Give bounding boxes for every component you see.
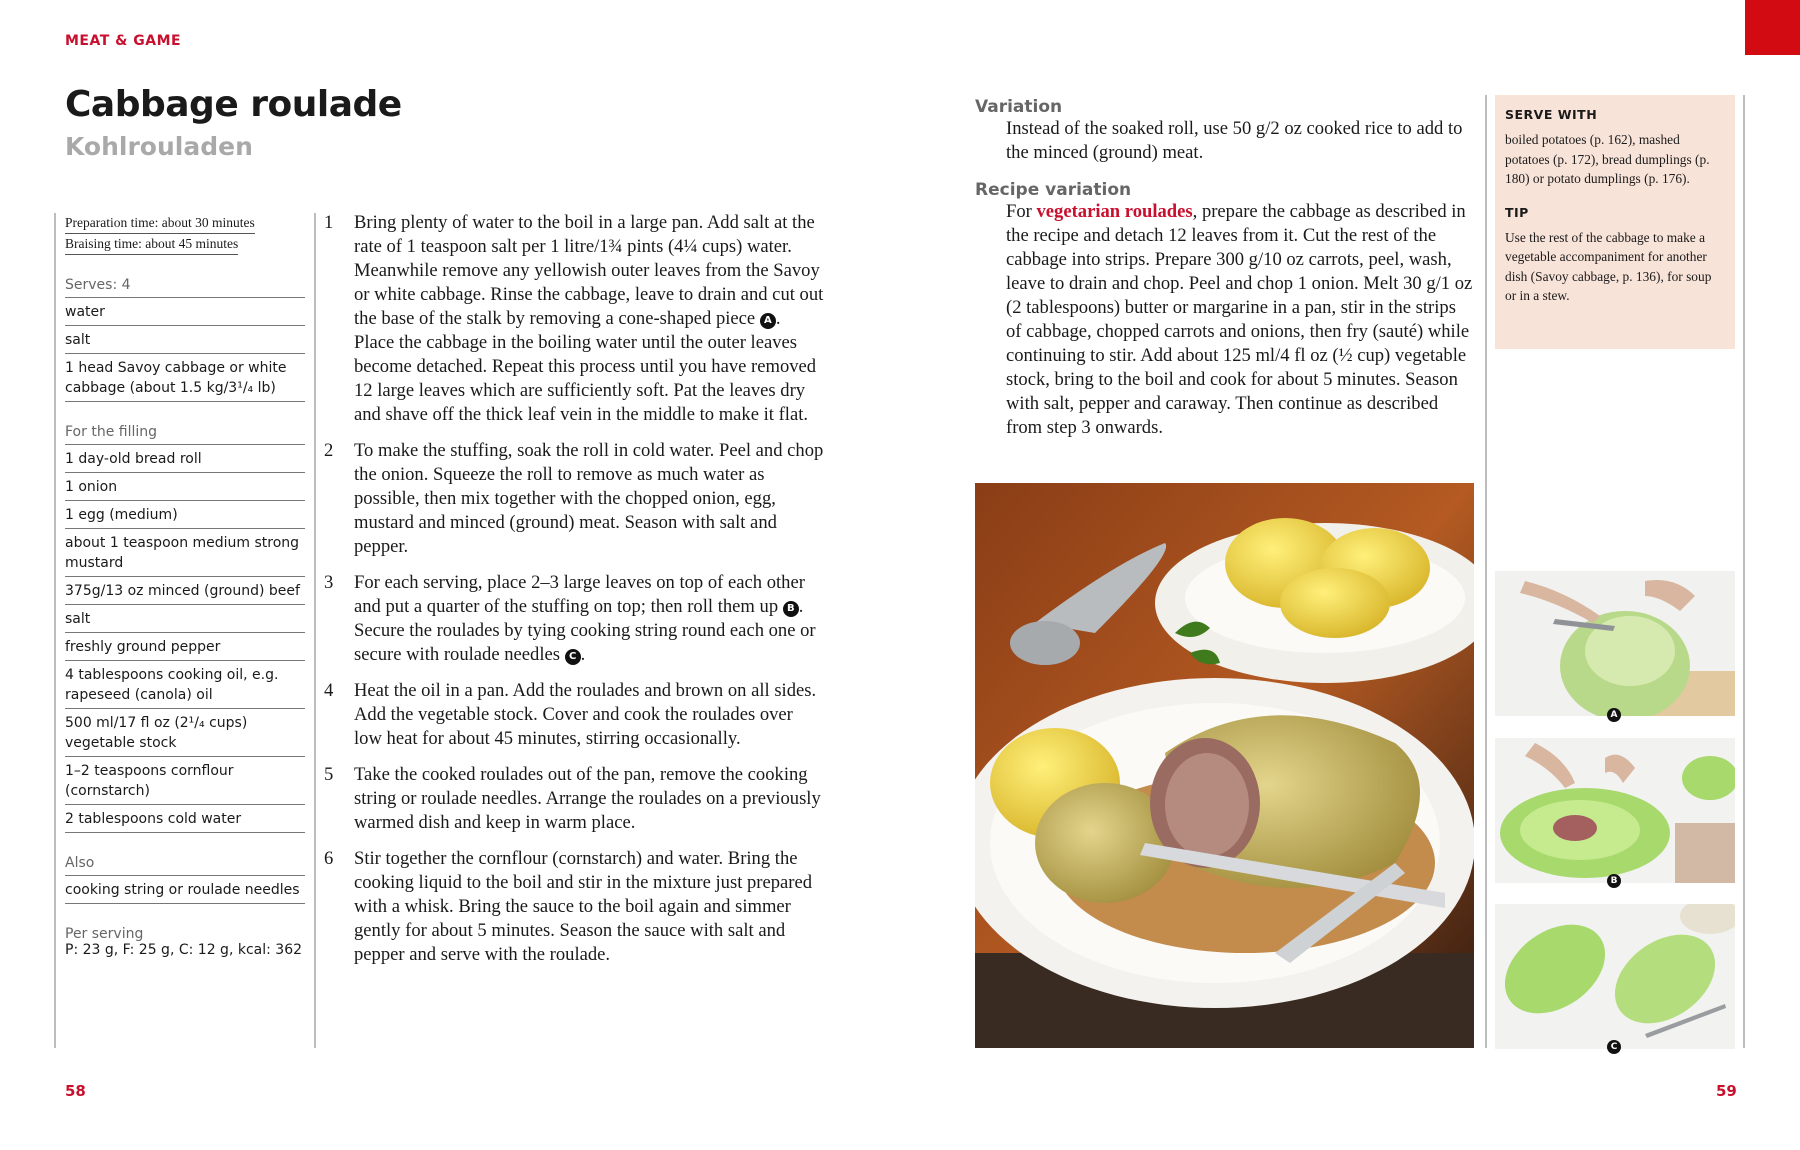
ingredient-item: freshly ground pepper (65, 633, 305, 661)
step-text-part: Bring plenty of water to the boil in a large pan. Add salt at the rate of 1 teaspoon salt per 1 litre/1¾ pints (4¼ cups) water. Meanwhile remove any yellowish outer leaves from the Savoy or white cabbage. Rinse the cabbage, leave to drain and cut out the base of the stalk by removing a cone-shaped piece (354, 212, 824, 329)
ingredient-item: 4 tablespoons cooking oil, e.g. rapeseed (canola) oil (65, 661, 305, 709)
ingredient-item: 375g/13 oz minced (ground) beef (65, 577, 305, 605)
photo-step-c (1495, 904, 1735, 1049)
tip-heading: TIP (1505, 204, 1529, 220)
ref-c-icon: C (565, 649, 581, 665)
recipe-variation-text (975, 200, 1475, 440)
recipe-variation-lead: For (1006, 201, 1032, 222)
step-text: To make the stuffing, soak the roll in cold water. Peel and chop the onion. Squeeze the roll to remove as much water as possible, then mix together with the chopped onion, egg, mustard and minced (ground) meat. Season with salt and pepper. (354, 440, 824, 557)
step-text-part: . (580, 644, 586, 665)
step-text: Heat the oil in a pan. Add the roulades and brown on all sides. Add the vegetable stock. Cover and cook the roulades over low heat for about 45 minutes, stirring occasionally. (354, 680, 817, 749)
step-number: 6 (324, 848, 334, 869)
ref-b-icon: B (783, 601, 799, 617)
sidebar-rule (1485, 95, 1487, 1048)
right-rule (1743, 95, 1745, 1048)
serve-with-text: boiled potatoes (p. 162), mashed potatoes (p. 172), bread dumplings (p. 180) or potato dumplings (p. 176). (1505, 132, 1710, 186)
ingredient-item: 1–2 teaspoons cornflour (cornstarch) (65, 757, 305, 805)
step-b-badge: B (1607, 874, 1621, 888)
times-block (65, 213, 305, 255)
serves-label: Serves: 4 (65, 277, 305, 298)
filling-label: For the filling (65, 424, 305, 445)
per-serving-value: P: 23 g, F: 25 g, C: 12 g, kcal: 362 (65, 942, 303, 958)
step-text-part: . Secure the roulades by tying cooking string round each one or secure with roulade needles (354, 596, 816, 665)
variation-text: Instead of the soaked roll, use 50 g/2 oz cooked rice to add to the minced (ground) meat. (1006, 118, 1463, 163)
ingredient-item: about 1 teaspoon medium strong mustard (65, 529, 305, 577)
page-number-right: 59 (1716, 1082, 1737, 1100)
ingredients-panel (65, 213, 305, 958)
serve-with-heading: SERVE WITH (1505, 107, 1598, 122)
tip-text: Use the rest of the cabbage to make a vegetable accompaniment for another dish (Savoy cabbage, p. 136), for soup or in a stew. (1505, 229, 1712, 303)
recipe-subtitle: Kohlrouladen (65, 132, 253, 161)
photo-step-a (1495, 571, 1735, 716)
left-rule (54, 213, 56, 1048)
page-number-left: 58 (65, 1082, 86, 1100)
ingredient-item: 1 onion (65, 473, 305, 501)
per-serving (65, 926, 305, 958)
prep-time: Preparation time: about 30 minutes (65, 213, 255, 234)
ingredient-item: water (65, 298, 305, 326)
step-1 (324, 211, 824, 427)
ingredient-item: salt (65, 326, 305, 354)
ingredient-item: 1 day-old bread roll (65, 445, 305, 473)
ingredients-rule (314, 213, 316, 1048)
method-steps (324, 211, 824, 979)
ingredient-item: salt (65, 605, 305, 633)
step-2 (324, 439, 824, 559)
per-serving-label: Per serving (65, 926, 144, 942)
photo-step-b (1495, 738, 1735, 883)
step-text (354, 211, 824, 427)
also-label: Also (65, 855, 305, 876)
step-number: 1 (324, 212, 334, 233)
ingredient-item: 1 egg (medium) (65, 501, 305, 529)
ingredient-item: 1 head Savoy cabbage or white cabbage (about 1.5 kg/3¹/₄ lb) (65, 354, 305, 402)
step-text: Stir together the cornflour (cornstarch) and water. Bring the cooking liquid to the boil and stir in the mixture just prepared with a whisk. Bring the sauce to the boil again and simmer gently for about 5 minutes. Season the sauce with salt and pepper and serve with the roulade. (354, 848, 813, 965)
step-text-part: For each serving, place 2–3 large leaves on top of each other and put a quarter of the stuffing on top; then roll them up (354, 572, 805, 617)
variation-block (975, 97, 1475, 165)
step-3 (324, 571, 824, 667)
sidebar-box (1495, 95, 1735, 349)
recipe-variation-body: , prepare the cabbage as described in the recipe and detach 12 leaves from it. Cut the rest of the cabbage into strips. Prepare 300 g/10 oz carrots, peel, wash, leave to drain and chop. Peel and chop 1 onion. Melt 30 g/1 oz (2 tablespoons) butter or margarine in a pan, stir in the strips of cabbage, chopped carrots and onions, then fry (sauté) while continuing to stir. Add about 125 ml/4 fl oz (½ cup) vegetable stock, bring to the boil and cook for about 5 minutes. Season with salt, pepper and caraway. Then continue as described from step 3 onwards. (1006, 201, 1473, 438)
ingredient-item: 2 tablespoons cold water (65, 805, 305, 833)
corner-tab (1745, 0, 1800, 55)
recipe-variation-block (975, 180, 1475, 440)
ref-a-icon: A (760, 313, 776, 329)
recipe-variation-heading: Recipe variation (975, 180, 1132, 200)
step-c-badge: C (1607, 1040, 1621, 1054)
recipe-title: Cabbage roulade (65, 84, 402, 125)
step-5 (324, 763, 824, 835)
vegetarian-highlight: vegetarian roulades (1036, 201, 1193, 222)
section-label: MEAT & GAME (65, 33, 182, 49)
step-text-part: . Place the cabbage in the boiling water until the outer leaves become detached. Repeat this process until you have removed 12 large leaves which are sufficiently soft. Pat the leaves dry and shave off the thick leaf vein in the middle to make it flat. (354, 308, 817, 425)
braise-time: Braising time: about 45 minutes (65, 234, 238, 255)
step-4 (324, 679, 824, 751)
ingredient-item: 500 ml/17 fl oz (2¹/₄ cups) vegetable stock (65, 709, 305, 757)
step-number: 2 (324, 440, 334, 461)
step-text (354, 571, 824, 667)
step-text: Take the cooked roulades out of the pan, remove the cooking string or roulade needles. Arrange the roulades on a previously warmed dish and keep in warm place. (354, 764, 821, 833)
variation-heading: Variation (975, 97, 1063, 117)
ingredient-item: cooking string or roulade needles (65, 876, 305, 904)
step-number: 5 (324, 764, 334, 785)
step-number: 3 (324, 572, 334, 593)
step-number: 4 (324, 680, 334, 701)
step-a-badge: A (1607, 708, 1621, 722)
step-6 (324, 847, 824, 967)
roulade-photo (975, 483, 1474, 1048)
